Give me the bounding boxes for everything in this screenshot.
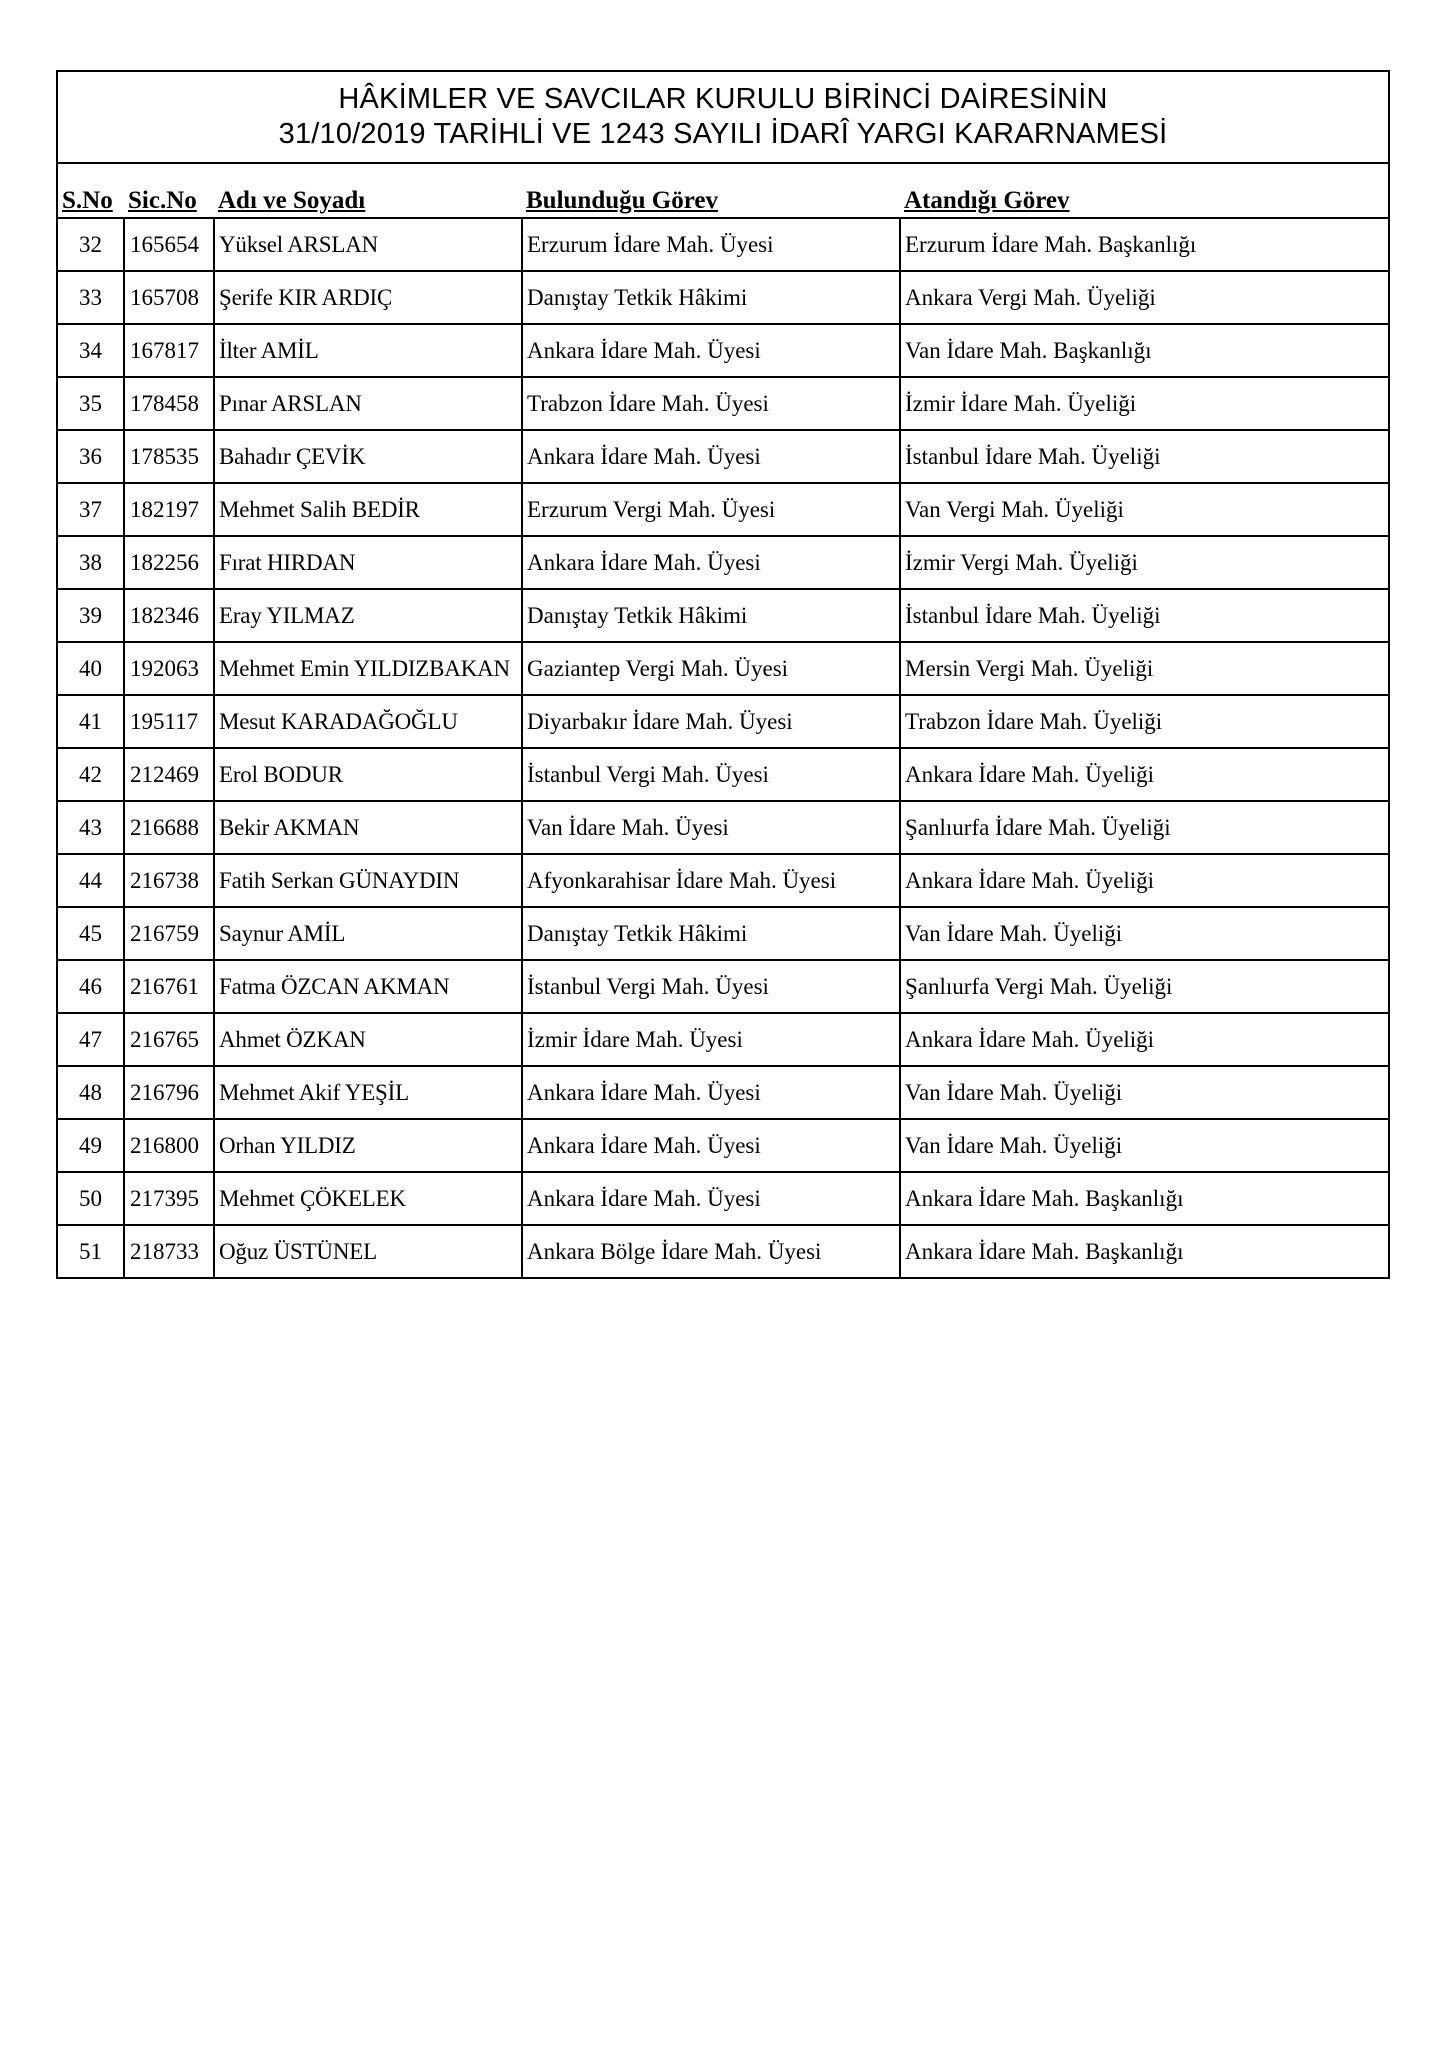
- cell-sicno: 212469: [124, 748, 214, 801]
- cell-current-position: Erzurum Vergi Mah. Üyesi: [522, 483, 900, 536]
- header-name: Adı ve Soyadı: [218, 187, 366, 214]
- cell-sno: 35: [58, 377, 124, 430]
- cell-name: Bekir AKMAN: [214, 801, 522, 854]
- cell-current-position: İstanbul Vergi Mah. Üyesi: [522, 748, 900, 801]
- cell-name: Bahadır ÇEVİK: [214, 430, 522, 483]
- cell-sno: 46: [58, 960, 124, 1013]
- cell-assigned-position: Ankara İdare Mah. Üyeliği: [900, 1013, 1388, 1066]
- cell-sicno: 218733: [124, 1225, 214, 1277]
- cell-assigned-position: Van İdare Mah. Üyeliği: [900, 1119, 1388, 1172]
- cell-assigned-position: Ankara İdare Mah. Üyeliği: [900, 854, 1388, 907]
- cell-assigned-position: İstanbul İdare Mah. Üyeliği: [900, 430, 1388, 483]
- cell-current-position: İzmir İdare Mah. Üyesi: [522, 1013, 900, 1066]
- cell-assigned-position: Trabzon İdare Mah. Üyeliği: [900, 695, 1388, 748]
- cell-assigned-position: Van Vergi Mah. Üyeliği: [900, 483, 1388, 536]
- cell-name: Fırat HIRDAN: [214, 536, 522, 589]
- cell-sno: 42: [58, 748, 124, 801]
- cell-sicno: 195117: [124, 695, 214, 748]
- cell-sicno: 178535: [124, 430, 214, 483]
- cell-sicno: 216765: [124, 1013, 214, 1066]
- table-row: [58, 1066, 1388, 1119]
- cell-current-position: Ankara İdare Mah. Üyesi: [522, 536, 900, 589]
- table-body: [58, 218, 1388, 1277]
- cell-sno: 38: [58, 536, 124, 589]
- cell-sno: 40: [58, 642, 124, 695]
- table-header-row: [58, 164, 1388, 218]
- cell-assigned-position: Van İdare Mah. Üyeliği: [900, 1066, 1388, 1119]
- cell-name: Orhan YILDIZ: [214, 1119, 522, 1172]
- cell-sicno: 165654: [124, 218, 214, 271]
- cell-sicno: 216759: [124, 907, 214, 960]
- cell-sno: 36: [58, 430, 124, 483]
- cell-current-position: İstanbul Vergi Mah. Üyesi: [522, 960, 900, 1013]
- cell-name: Erol BODUR: [214, 748, 522, 801]
- cell-assigned-position: Erzurum İdare Mah. Başkanlığı: [900, 218, 1388, 271]
- cell-sicno: 217395: [124, 1172, 214, 1225]
- cell-sicno: 216738: [124, 854, 214, 907]
- cell-assigned-position: Ankara Vergi Mah. Üyeliği: [900, 271, 1388, 324]
- cell-current-position: Van İdare Mah. Üyesi: [522, 801, 900, 854]
- cell-sicno: 167817: [124, 324, 214, 377]
- assignment-table: [58, 164, 1388, 1277]
- cell-current-position: Afyonkarahisar İdare Mah. Üyesi: [522, 854, 900, 907]
- cell-sno: 34: [58, 324, 124, 377]
- cell-sno: 43: [58, 801, 124, 854]
- header-sicno: Sic.No: [128, 187, 197, 214]
- cell-sicno: 192063: [124, 642, 214, 695]
- title-line-2: 31/10/2019 TARİHLİ VE 1243 SAYILI İDARÎ YARGI KARARNAMESİ: [278, 118, 1168, 150]
- table-row: [58, 218, 1388, 271]
- cell-assigned-position: Ankara İdare Mah. Başkanlığı: [900, 1225, 1388, 1277]
- cell-sicno: 182346: [124, 589, 214, 642]
- cell-sicno: 216761: [124, 960, 214, 1013]
- table-row: [58, 907, 1388, 960]
- cell-sicno: 165708: [124, 271, 214, 324]
- table-row: [58, 748, 1388, 801]
- cell-sno: 44: [58, 854, 124, 907]
- cell-sicno: 216800: [124, 1119, 214, 1172]
- cell-assigned-position: Ankara İdare Mah. Üyeliği: [900, 748, 1388, 801]
- cell-name: Mehmet ÇÖKELEK: [214, 1172, 522, 1225]
- cell-sno: 47: [58, 1013, 124, 1066]
- table-row: [58, 801, 1388, 854]
- cell-assigned-position: Ankara İdare Mah. Başkanlığı: [900, 1172, 1388, 1225]
- cell-current-position: Danıştay Tetkik Hâkimi: [522, 271, 900, 324]
- cell-name: Yüksel ARSLAN: [214, 218, 522, 271]
- cell-sicno: 182256: [124, 536, 214, 589]
- cell-current-position: Danıştay Tetkik Hâkimi: [522, 589, 900, 642]
- cell-name: Pınar ARSLAN: [214, 377, 522, 430]
- cell-assigned-position: Van İdare Mah. Başkanlığı: [900, 324, 1388, 377]
- cell-name: Şerife KIR ARDIÇ: [214, 271, 522, 324]
- cell-assigned-position: İzmir Vergi Mah. Üyeliği: [900, 536, 1388, 589]
- cell-name: Mehmet Emin YILDIZBAKAN: [214, 642, 522, 695]
- cell-current-position: Ankara İdare Mah. Üyesi: [522, 1066, 900, 1119]
- cell-sno: 41: [58, 695, 124, 748]
- table-row: [58, 377, 1388, 430]
- table-row: [58, 271, 1388, 324]
- table-row: [58, 695, 1388, 748]
- cell-name: Mesut KARADAĞOĞLU: [214, 695, 522, 748]
- cell-current-position: Danıştay Tetkik Hâkimi: [522, 907, 900, 960]
- cell-sicno: 182197: [124, 483, 214, 536]
- cell-name: İlter AMİL: [214, 324, 522, 377]
- table-row: [58, 642, 1388, 695]
- cell-sicno: 216688: [124, 801, 214, 854]
- cell-assigned-position: Şanlıurfa Vergi Mah. Üyeliği: [900, 960, 1388, 1013]
- cell-assigned-position: Mersin Vergi Mah. Üyeliği: [900, 642, 1388, 695]
- cell-name: Fatih Serkan GÜNAYDIN: [214, 854, 522, 907]
- cell-sno: 50: [58, 1172, 124, 1225]
- cell-sno: 49: [58, 1119, 124, 1172]
- cell-assigned-position: Şanlıurfa İdare Mah. Üyeliği: [900, 801, 1388, 854]
- table-row: [58, 430, 1388, 483]
- cell-sno: 48: [58, 1066, 124, 1119]
- table-row: [58, 1119, 1388, 1172]
- title-line-1: HÂKİMLER VE SAVCILAR KURULU BİRİNCİ DAİRESİNİN: [338, 83, 1108, 115]
- cell-current-position: Gaziantep Vergi Mah. Üyesi: [522, 642, 900, 695]
- header-current-position: Bulunduğu Görev: [526, 187, 718, 214]
- table-row: [58, 1172, 1388, 1225]
- cell-name: Mehmet Akif YEŞİL: [214, 1066, 522, 1119]
- table-row: [58, 536, 1388, 589]
- cell-sno: 32: [58, 218, 124, 271]
- cell-sno: 33: [58, 271, 124, 324]
- cell-current-position: Ankara İdare Mah. Üyesi: [522, 430, 900, 483]
- cell-name: Mehmet Salih BEDİR: [214, 483, 522, 536]
- cell-name: Fatma ÖZCAN AKMAN: [214, 960, 522, 1013]
- table-row: [58, 324, 1388, 377]
- cell-assigned-position: Van İdare Mah. Üyeliği: [900, 907, 1388, 960]
- cell-current-position: Ankara İdare Mah. Üyesi: [522, 1119, 900, 1172]
- cell-current-position: Erzurum İdare Mah. Üyesi: [522, 218, 900, 271]
- table-row: [58, 483, 1388, 536]
- cell-assigned-position: İstanbul İdare Mah. Üyeliği: [900, 589, 1388, 642]
- header-assigned-position: Atandığı Görev: [904, 187, 1070, 214]
- decree-sheet: [56, 70, 1390, 1279]
- cell-name: Eray YILMAZ: [214, 589, 522, 642]
- cell-current-position: Ankara Bölge İdare Mah. Üyesi: [522, 1225, 900, 1277]
- cell-sno: 51: [58, 1225, 124, 1277]
- cell-name: Saynur AMİL: [214, 907, 522, 960]
- cell-sno: 45: [58, 907, 124, 960]
- cell-sno: 39: [58, 589, 124, 642]
- table-row: [58, 960, 1388, 1013]
- cell-current-position: Ankara İdare Mah. Üyesi: [522, 324, 900, 377]
- cell-name: Oğuz ÜSTÜNEL: [214, 1225, 522, 1277]
- cell-current-position: Ankara İdare Mah. Üyesi: [522, 1172, 900, 1225]
- cell-sicno: 178458: [124, 377, 214, 430]
- document-title: [58, 72, 1388, 164]
- table-row: [58, 1013, 1388, 1066]
- cell-sno: 37: [58, 483, 124, 536]
- cell-current-position: Diyarbakır İdare Mah. Üyesi: [522, 695, 900, 748]
- table-row: [58, 854, 1388, 907]
- cell-sicno: 216796: [124, 1066, 214, 1119]
- cell-assigned-position: İzmir İdare Mah. Üyeliği: [900, 377, 1388, 430]
- header-sno: S.No: [62, 187, 113, 214]
- table-row: [58, 589, 1388, 642]
- cell-name: Ahmet ÖZKAN: [214, 1013, 522, 1066]
- table-row: [58, 1225, 1388, 1277]
- cell-current-position: Trabzon İdare Mah. Üyesi: [522, 377, 900, 430]
